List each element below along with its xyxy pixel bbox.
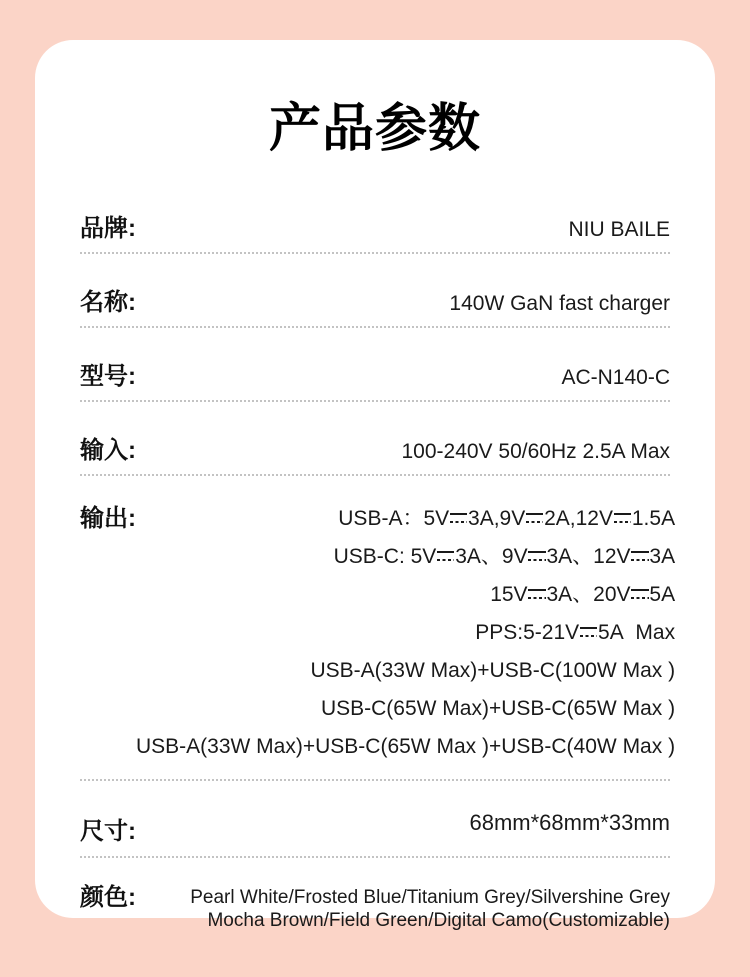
dc-symbol: [528, 589, 545, 599]
spec-row-brand: [80, 180, 670, 252]
output-line: USB-C(65W Max)+USB-C(65W Max ): [320, 697, 676, 720]
output-line: USB-A：5V 3A,9V 2A,12V 1.5A: [338, 507, 676, 530]
output-line: USB-A(33W Max)+USB-C(100W Max ): [310, 659, 676, 682]
page-title: 产品参数: [268, 100, 481, 158]
spec-label-dimensions: 尺寸:: [80, 818, 136, 845]
dc-symbol: [526, 513, 543, 523]
spec-value-name: 140W GaN fast charger: [449, 292, 670, 315]
dc-symbol: [631, 551, 648, 561]
output-line: 15V 3A、20V 5A: [490, 583, 676, 606]
spec-label-name: 名称:: [80, 289, 136, 316]
color-line: Mocha Brown/Field Green/Digital Camo(Customizable): [207, 910, 670, 931]
spec-row-dimensions: [80, 781, 670, 856]
spec-label-input: 输入:: [80, 437, 136, 464]
spec-value-output: [136, 500, 675, 766]
output-line: USB-C: 5V 3A、9V 3A、12V 3A: [333, 545, 676, 568]
spec-label-model: 型号:: [80, 363, 136, 390]
spec-value-colors: [136, 886, 670, 932]
spec-label-output: 输出:: [80, 505, 136, 532]
spec-row-input: [80, 402, 670, 474]
spec-value-model: AC-N140-C: [561, 366, 670, 389]
color-line: Pearl White/Frosted Blue/Titanium Grey/Silvershine Grey: [190, 887, 670, 908]
output-line: USB-A(33W Max)+USB-C(65W Max )+USB-C(40W Max ): [136, 735, 676, 758]
dc-symbol: [437, 551, 454, 561]
dc-symbol: [528, 551, 545, 561]
dc-symbol: [450, 513, 467, 523]
spec-value-dimensions: 68mm*68mm*33mm: [469, 810, 670, 835]
spec-row-output: [80, 476, 676, 779]
spec-value-brand: NIU BAILE: [568, 218, 670, 241]
spec-row-model: [80, 328, 670, 400]
spec-row-name: [80, 254, 670, 326]
spec-value-input: 100-240V 50/60Hz 2.5A Max: [401, 440, 670, 463]
spec-label-brand: 品牌:: [80, 215, 136, 242]
dc-symbol: [614, 513, 631, 523]
dc-symbol: [631, 589, 648, 599]
output-line: PPS:5-21V 5A Max: [475, 621, 676, 644]
spec-label-colors: 颜色:: [80, 884, 136, 911]
spec-card: [35, 40, 715, 931]
spec-row-colors: [80, 858, 670, 932]
dc-symbol: [580, 627, 597, 637]
